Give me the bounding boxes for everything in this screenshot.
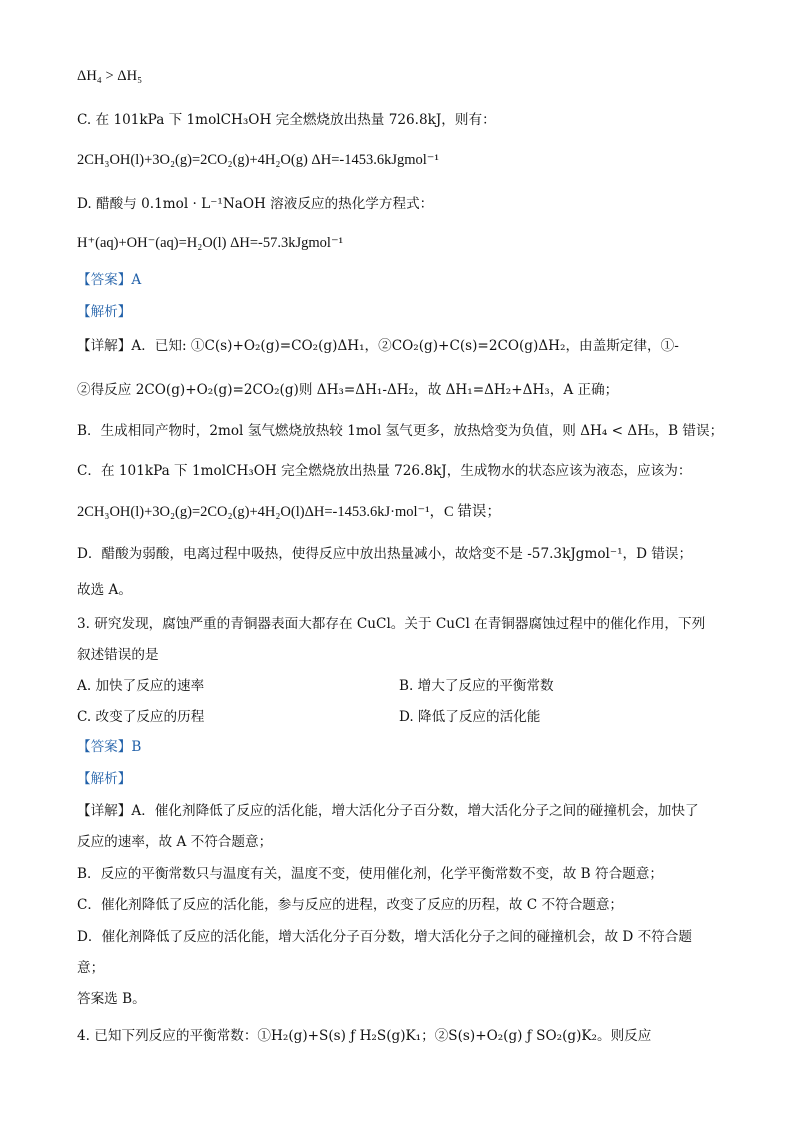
explanation-equation: 2CH₃OH(l)+3O₂(g)=2CO₂(g)+4H₂O(l)ΔH=-1453.6kJ·mol⁻¹，C 错误； bbox=[77, 504, 501, 520]
conclusion-line: 故选 A。 bbox=[77, 582, 132, 598]
equation-c: 2CH₃OH(l)+3O₂(g)=2CO₂(g)+4H₂O(g) ΔH=-1453.6kJgmol⁻¹ bbox=[77, 152, 439, 168]
option-c-statement: C. 在 101kPa 下 1molCH₃OH 完全燃烧放出热量 726.8kJ，则有： bbox=[77, 112, 496, 128]
explanation-line: D．醋酸为弱酸，电离过程中吸热，使得反应中放出热量减小，故焓变不是 -57.3kJgmol⁻¹，D 错误； bbox=[77, 546, 693, 562]
explanation-line: B．反应的平衡常数只与温度有关，温度不变，使用催化剂，化学平衡常数不变，故 B 符合题意； bbox=[77, 866, 663, 882]
option-b: B. 增大了反应的平衡常数 bbox=[399, 678, 554, 694]
explanation-line: 反应的速率，故 A 不符合题意； bbox=[77, 834, 273, 850]
explanation-line: 【详解】A．已知: ①C(s)+O₂(g)=CO₂(g)ΔH₁，②CO₂(g)+C(s)=2CO(g)ΔH₂，由盖斯定律，①- bbox=[77, 338, 679, 354]
answer-label-q2: 【答案】A bbox=[77, 272, 142, 288]
analysis-label-q2: 【解析】 bbox=[77, 304, 132, 320]
question-3-stem: 3. 研究发现，腐蚀严重的青铜器表面大都存在 CuCl。关于 CuCl 在青铜器腐蚀过程中的催化作用，下列 bbox=[77, 616, 706, 632]
explanation-line: C．催化剂降低了反应的活化能，参与反应的进程，改变了反应的历程，故 C 不符合题意； bbox=[77, 897, 624, 913]
option-a: A. 加快了反应的速率 bbox=[77, 678, 205, 694]
equation-d: H⁺(aq)+OH⁻(aq)=H₂O(l) ΔH=-57.3kJgmol⁻¹ bbox=[77, 235, 343, 251]
question-4-stem: 4. 已知下列反应的平衡常数：①H₂(g)+S(s) ƒ H₂S(g)K₁；②S(s)+O₂(g) ƒ SO₂(g)K₂。则反应 bbox=[77, 1028, 652, 1044]
explanation-line: ②得反应 2CO(g)+O₂(g)=2CO₂(g)则 ΔH₃=ΔH₁-ΔH₂，故 ΔH₁=ΔH₂+ΔH₃，A 正确； bbox=[77, 382, 619, 398]
conclusion-line: 答案选 B。 bbox=[77, 991, 146, 1007]
explanation-line: C．在 101kPa 下 1molCH₃OH 完全燃烧放出热量 726.8kJ，生成物水的状态应该为液态，应该为： bbox=[77, 463, 692, 479]
explanation-line: 意； bbox=[77, 960, 105, 976]
explanation-line: B．生成相同产物时，2mol 氢气燃烧放热较 1mol 氢气更多，放热焓变为负值，则 ΔH₄ < ΔH₅，B 错误； bbox=[77, 423, 724, 439]
answer-label-q3: 【答案】B bbox=[77, 739, 142, 755]
explanation-line: 【详解】A．催化剂降低了反应的活化能，增大活化分子百分数，增大活化分子之间的碰撞机会，加快了 bbox=[77, 803, 699, 819]
analysis-label-q3: 【解析】 bbox=[77, 771, 132, 787]
delta-h-comparison: ΔH₄ > ΔH₅ bbox=[77, 68, 143, 84]
option-d: D. 降低了反应的活化能 bbox=[399, 709, 541, 725]
explanation-line: D．催化剂降低了反应的活化能，增大活化分子百分数，增大活化分子之间的碰撞机会，故 D 不符合题 bbox=[77, 929, 692, 945]
option-c: C. 改变了反应的历程 bbox=[77, 709, 205, 725]
question-3-stem-cont: 叙述错误的是 bbox=[77, 647, 159, 663]
option-d-statement: D. 醋酸与 0.1mol · L⁻¹NaOH 溶液反应的热化学方程式： bbox=[77, 196, 434, 212]
